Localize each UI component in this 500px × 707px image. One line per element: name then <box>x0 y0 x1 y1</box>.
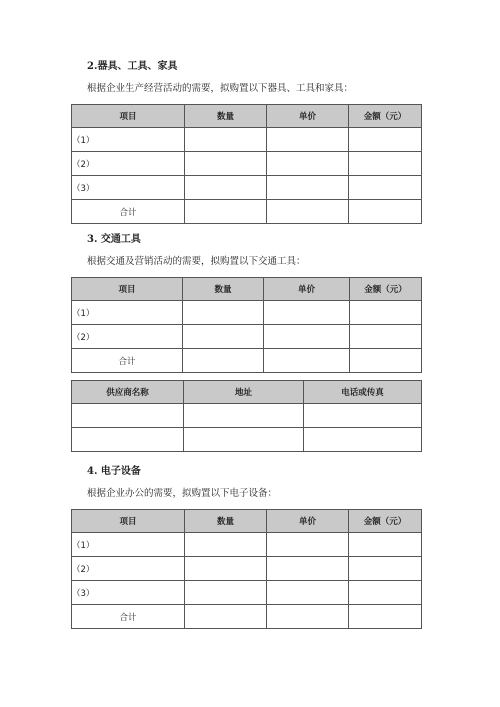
row-label: （1） <box>72 128 185 152</box>
header-unit-price: 单价 <box>267 510 349 533</box>
header-quantity: 数量 <box>185 105 267 128</box>
table-row <box>72 301 422 325</box>
table-header-row <box>72 278 422 301</box>
tools-table <box>71 104 422 224</box>
vehicles-table <box>71 277 422 373</box>
row-label: （3） <box>72 581 185 605</box>
row-label: （2） <box>72 557 185 581</box>
header-item: 项目 <box>72 510 185 533</box>
section-heading: 3. 交通工具 <box>87 234 141 245</box>
table-row <box>72 404 422 428</box>
row-label: （1） <box>72 301 183 325</box>
header-supplier-name: 供应商名称 <box>72 381 184 404</box>
table-row <box>72 128 422 152</box>
table-row <box>72 325 422 349</box>
header-quantity: 数量 <box>185 510 267 533</box>
total-label: 合计 <box>72 605 185 629</box>
section-heading: 2.器具、工具、家具 <box>87 61 178 72</box>
total-row <box>72 200 422 224</box>
header-amount: 金额（元） <box>349 510 422 533</box>
table-header-row <box>72 105 422 128</box>
table-row <box>72 152 422 176</box>
section-description: 根据企业生产经营活动的需要，拟购置以下器具、工具和家具： <box>87 83 354 94</box>
section-description: 根据交通及营销活动的需要，拟购置以下交通工具： <box>87 256 306 267</box>
header-unit-price: 单价 <box>267 105 349 128</box>
total-label: 合计 <box>72 200 185 224</box>
total-label: 合计 <box>72 349 183 373</box>
total-row <box>72 349 422 373</box>
section-tools <box>71 60 421 224</box>
section-vehicles <box>71 233 421 373</box>
row-label: （2） <box>72 325 183 349</box>
section-heading: 4. 电子设备 <box>87 466 141 477</box>
total-row <box>72 605 422 629</box>
row-label: （1） <box>72 533 185 557</box>
table-row <box>72 557 422 581</box>
table-row <box>72 176 422 200</box>
header-amount: 金额（元） <box>350 278 422 301</box>
section-electronics <box>71 465 421 629</box>
header-unit-price: 单价 <box>264 278 350 301</box>
table-header-row <box>72 381 422 404</box>
row-label: （3） <box>72 176 185 200</box>
header-phone-fax: 电话或传真 <box>304 381 422 404</box>
header-quantity: 数量 <box>183 278 264 301</box>
header-item: 项目 <box>72 278 183 301</box>
section-suppliers <box>71 380 421 452</box>
supplier-table <box>71 380 422 452</box>
section-description: 根据企业办公的需要，拟购置以下电子设备： <box>87 488 278 499</box>
electronics-table <box>71 509 422 629</box>
table-row <box>72 428 422 452</box>
table-row <box>72 581 422 605</box>
row-label: （2） <box>72 152 185 176</box>
table-row <box>72 533 422 557</box>
header-amount: 金额（元） <box>349 105 422 128</box>
header-item: 项目 <box>72 105 185 128</box>
table-header-row <box>72 510 422 533</box>
header-address: 地址 <box>184 381 304 404</box>
